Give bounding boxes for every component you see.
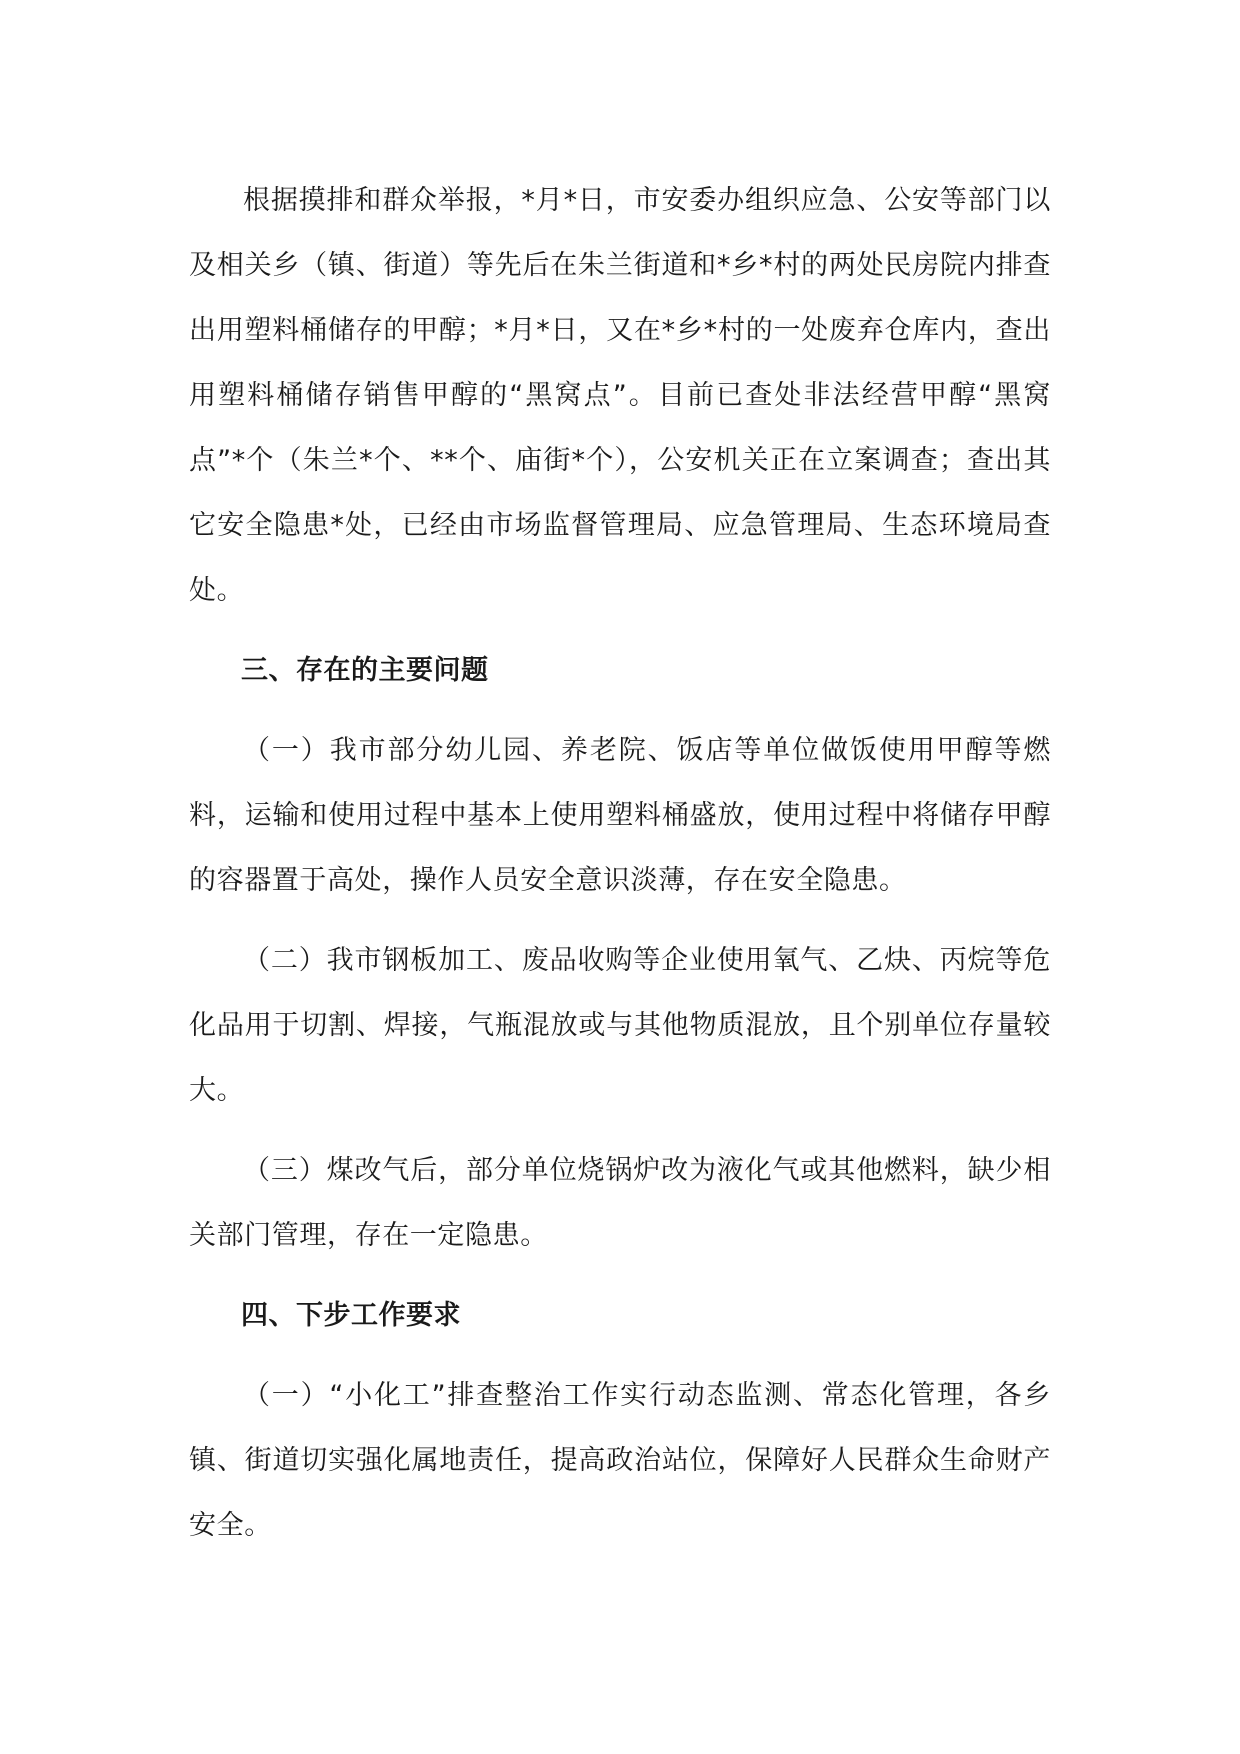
problem-item-2: （二）我市钢板加工、废品收购等企业使用氧气、乙炔、丙烷等危化品用于切割、焊接，气瓶混放或与其他物质混放，且个别单位存量较大。 — [189, 945, 1051, 1106]
section-heading-problems: 三、存在的主要问题 — [241, 655, 489, 686]
problem-item-1: （一）我市部分幼儿园、养老院、饭店等单位做饭使用甲醇等燃料，运输和使用过程中基本上使用塑料桶盛放，使用过程中将储存甲醇的容器置于高处，操作人员安全意识淡薄，存在安全隐患。 — [189, 735, 1051, 896]
investigation-paragraph: 根据摸排和群众举报，*月*日，市安委办组织应急、公安等部门以及相关乡（镇、街道）等先后在朱兰街道和*乡*村的两处民房院内排查出用塑料桶储存的甲醇；*月*日，又在*乡*村的一处废弃仓库内，查出用塑料桶储存销售甲醇的“黑窝点”。目前已查处非法经营甲醇“黑窝点”*个（朱兰*个、**个、庙街*个），公安机关正在立案调查；查出其它安全隐患*处，已经由市场监督管理局、应急管理局、生态环境局查处。 — [189, 185, 1051, 606]
requirement-item-1: （一）“小化工”排查整治工作实行动态监测、常态化管理，各乡镇、街道切实强化属地责任，提高政治站位，保障好人民群众生命财产安全。 — [189, 1380, 1051, 1541]
document-page — [189, 168, 1051, 1558]
problem-item-3: （三）煤改气后，部分单位烧锅炉改为液化气或其他燃料，缺少相关部门管理，存在一定隐患。 — [189, 1155, 1051, 1251]
section-heading-next-steps: 四、下步工作要求 — [241, 1300, 461, 1331]
